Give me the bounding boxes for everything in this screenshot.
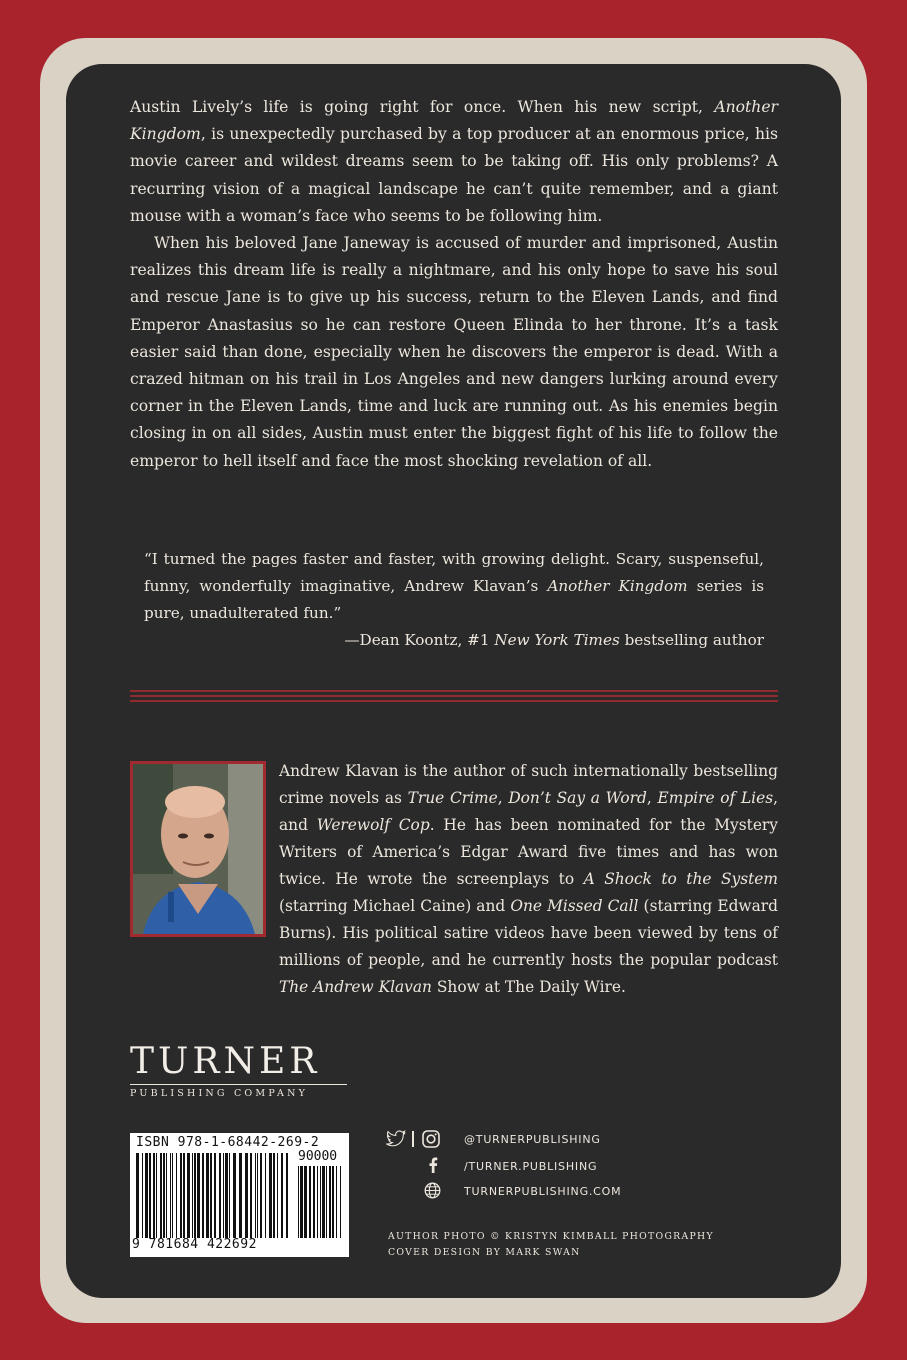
barcode-bar — [142, 1153, 143, 1238]
book-blurb — [130, 94, 778, 475]
design-credit: COVER DESIGN BY MARK SWAN — [388, 1247, 581, 1258]
logo-rule — [130, 1084, 347, 1085]
attribution-span: —Dean Koontz, #1 — [344, 631, 495, 649]
barcode-bar — [317, 1166, 318, 1238]
divider-line — [130, 700, 778, 702]
barcode-bar — [300, 1166, 303, 1238]
barcode-bar — [145, 1153, 148, 1238]
barcode-bar — [214, 1153, 216, 1238]
barcode-bar — [197, 1153, 200, 1238]
barcode-bar — [210, 1153, 212, 1238]
instagram-icon — [422, 1130, 440, 1151]
newspaper-title: New York Times — [494, 631, 620, 649]
quote-text — [144, 546, 764, 627]
barcode-bar — [202, 1153, 204, 1238]
bio-film-title: One Missed Call — [510, 897, 639, 915]
barcode-bar — [273, 1153, 275, 1238]
social-handle: @TURNERPUBLISHING — [464, 1133, 601, 1146]
barcode-bar — [225, 1153, 228, 1238]
barcode-bar — [265, 1153, 266, 1238]
barcode-bar — [322, 1166, 325, 1238]
blurb-text: , is unexpectedly purchased by a top producer at an enormous price, his movie career and wildest dreams seem to be taking off. His only problems? A recurring vision of a magical landscape he can’t quite remember, and a giant mouse with a woman’s face who seems to be following him. — [130, 125, 778, 225]
barcode-bar — [160, 1153, 162, 1238]
divider-rules — [130, 690, 778, 705]
barcode-bar — [170, 1153, 171, 1238]
isbn-barcode — [130, 1133, 349, 1257]
bio-film-title: A Shock to the System — [583, 870, 779, 888]
bio-book-title: True Crime — [407, 789, 498, 807]
barcode-bar — [166, 1153, 167, 1238]
barcode-bar — [257, 1153, 258, 1238]
divider-line — [130, 690, 778, 692]
barcode-bar — [269, 1153, 272, 1238]
review-quote — [130, 546, 764, 654]
ean-bars — [136, 1153, 292, 1238]
book-title: Another Kingdom — [130, 98, 778, 144]
bio-span: (starring Michael Caine) and — [279, 897, 511, 915]
quote-attribution — [144, 627, 764, 654]
barcode-bar — [153, 1153, 155, 1238]
barcode-bar — [245, 1153, 248, 1238]
bio-span: , — [646, 789, 658, 807]
barcode-bar — [176, 1153, 177, 1238]
barcode-bar — [286, 1153, 288, 1238]
bio-span: . He has been nominated for the Mystery Writers of America’s Edgar Award five times and has won twice. He wrote the screenplays to — [279, 816, 778, 888]
bio-span: , — [497, 789, 509, 807]
barcode-bar — [260, 1153, 262, 1238]
barcode-bar — [309, 1166, 311, 1238]
attribution-span: bestselling author — [619, 631, 764, 649]
barcode-bar — [250, 1153, 252, 1238]
barcode-bar — [281, 1153, 283, 1238]
barcode-bar — [304, 1166, 307, 1238]
divider-line — [130, 695, 778, 697]
barcode-bar — [336, 1166, 337, 1238]
blurb-paragraph-1 — [130, 94, 778, 230]
globe-icon — [424, 1182, 441, 1202]
barcode-bar — [194, 1153, 196, 1238]
barcode-bar — [136, 1153, 139, 1238]
barcode-bar — [329, 1166, 331, 1238]
bio-podcast-title: The Andrew Klavan — [279, 978, 432, 996]
barcode-bar — [233, 1153, 236, 1238]
author-photo — [130, 761, 266, 937]
ean-number: 9 781684 422692 — [132, 1237, 257, 1252]
author-bio — [279, 758, 778, 1001]
addon-bars — [298, 1166, 344, 1238]
barcode-bar — [332, 1166, 334, 1238]
bio-span: (starring Edward Burns). His political satire videos have been viewed by tens of millions of people, and he currently hosts the popular podcast — [279, 897, 778, 969]
quote-span: series is pure, unadulterated fun.” — [144, 577, 764, 622]
barcode-bar — [223, 1153, 224, 1238]
barcode-bar — [340, 1166, 341, 1238]
barcode-bar — [192, 1153, 193, 1238]
blurb-text: Austin Lively’s life is going right for once. When his new script, — [130, 98, 715, 116]
quote-span: “I turned the pages faster and faster, with growing delight. Scary, suspenseful, funny, wonderfully imaginative, Andrew Klavan’s — [144, 550, 764, 595]
barcode-bar — [320, 1166, 321, 1238]
publisher-name: TURNER — [130, 1041, 321, 1082]
isbn-text: ISBN 978-1-68442-269-2 — [136, 1135, 320, 1150]
barcode-bar — [239, 1153, 242, 1238]
photo-credit: AUTHOR PHOTO © KRISTYN KIMBALL PHOTOGRAPHY — [388, 1231, 714, 1242]
facebook-handle: /TURNER.PUBLISHING — [464, 1160, 598, 1173]
quote-series-title: Another Kingdom — [547, 577, 688, 595]
blurb-paragraph-2: When his beloved Jane Janeway is accused of murder and imprisoned, Austin realizes this dream life is really a nightmare, and his only hope to save his soul and rescue Jane is to give up his success, return to the Eleven Lands, and find Emperor Anastasius so he can restore Queen Elinda to her throne. It’s a task easier said than done, especially when he discovers the emperor is dead. With a crazed hitman on his trail in Los Angeles and new dangers lurking around every corner in the Eleven Lands, time and luck are running out. As his enemies begin closing in on all sides, Austin must enter the biggest fight of his life to follow the emperor to hell itself and face the most shocking revelation of all. — [130, 234, 778, 470]
barcode-bar — [206, 1153, 209, 1238]
back-cover-panel — [66, 64, 841, 1298]
facebook-icon — [428, 1157, 438, 1176]
barcode-bar — [156, 1153, 157, 1238]
barcode-bar — [298, 1166, 299, 1238]
website-url: TURNERPUBLISHING.COM — [464, 1185, 622, 1198]
barcode-bar — [277, 1153, 278, 1238]
price-code: 90000 — [298, 1149, 338, 1164]
barcode-bar — [183, 1153, 185, 1238]
barcode-bar — [180, 1153, 182, 1238]
publisher-logo — [130, 1041, 350, 1099]
separator — [412, 1131, 414, 1147]
bio-book-title: Werewolf Cop — [316, 816, 430, 834]
cover-credits — [388, 1229, 714, 1261]
bio-span: , and — [279, 789, 778, 834]
publisher-subtitle: PUBLISHING COMPANY — [130, 1088, 309, 1099]
barcode-bar — [172, 1153, 173, 1238]
barcode-bar — [149, 1153, 151, 1238]
bio-book-title: Don’t Say a Word — [508, 789, 647, 807]
barcode-bar — [313, 1166, 315, 1238]
barcode-bar — [326, 1166, 327, 1238]
barcode-bar — [219, 1153, 221, 1238]
barcode-bar — [229, 1153, 230, 1238]
twitter-icon — [386, 1130, 406, 1151]
bio-span: Show at The Daily Wire. — [431, 978, 626, 996]
bio-span: Andrew Klavan is the author of such internationally bestselling crime novels as — [279, 762, 778, 807]
barcode-bar — [187, 1153, 190, 1238]
barcode-bar — [255, 1153, 256, 1238]
barcode-bar — [163, 1153, 165, 1238]
bio-book-title: Empire of Lies — [657, 789, 774, 807]
